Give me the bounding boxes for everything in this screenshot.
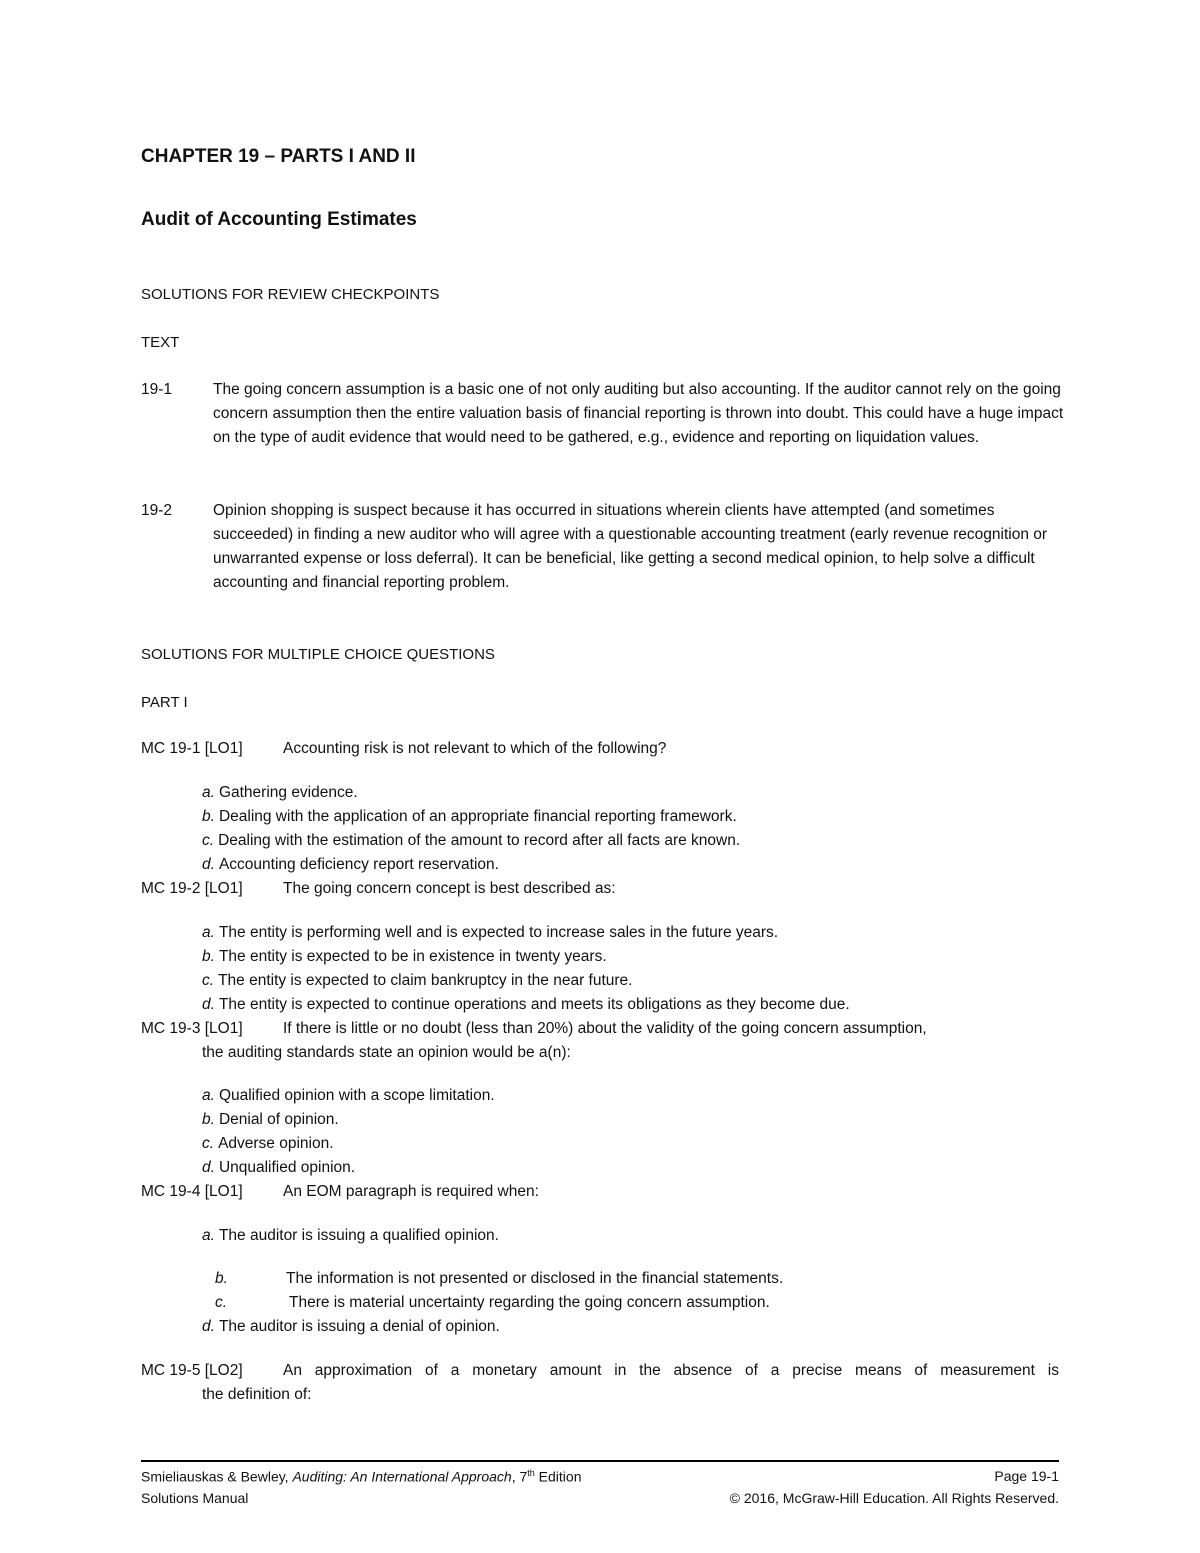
mc-question-label: MC 19-5 [LO2]	[141, 1362, 243, 1379]
option-letter: b.	[202, 948, 215, 965]
mc-option	[202, 1087, 495, 1105]
mc-question-text: If there is little or no doubt (less than 20%) about the validity of the going concern assumption,	[283, 1020, 927, 1037]
option-letter: d.	[202, 996, 215, 1013]
footer-edition: , 7	[511, 1468, 528, 1485]
option-letter: c.	[215, 1294, 228, 1311]
option-text: Denial of opinion.	[218, 1111, 339, 1128]
option-text: Adverse opinion.	[218, 1135, 334, 1152]
multiple-choice-heading: SOLUTIONS FOR MULTIPLE CHOICE QUESTIONS	[141, 646, 495, 663]
option-letter: d.	[202, 1159, 215, 1176]
option-text: The information is not presented or disclosed in the financial statements.	[286, 1270, 784, 1287]
mc-question-continuation: the definition of:	[202, 1386, 312, 1403]
mc-option	[202, 808, 737, 826]
option-letter: a.	[202, 1227, 215, 1244]
option-text: Accounting deficiency report reservation.	[218, 856, 499, 873]
mc-option	[202, 996, 850, 1014]
option-text: Dealing with the application of an appropriate financial reporting framework.	[218, 808, 737, 825]
mc-question-text: Accounting risk is not relevant to which of the following?	[283, 740, 667, 757]
mc-option	[215, 1294, 770, 1312]
mc-option	[202, 1227, 499, 1245]
option-text: The entity is performing well and is expected to increase sales in the future years.	[218, 924, 779, 941]
mc-question-text: An EOM paragraph is required when:	[283, 1183, 539, 1200]
part-heading: PART I	[141, 694, 188, 711]
mc-option	[202, 948, 607, 966]
option-text: There is material uncertainty regarding the going concern assumption.	[289, 1294, 770, 1311]
option-text: Unqualified opinion.	[218, 1159, 356, 1176]
footer-rule	[141, 1460, 1059, 1462]
review-item-text: Opinion shopping is suspect because it has occurred in situations wherein clients have attempted (and sometimes succeeded) in finding a new auditor who will agree with a questionable accounting treatment (early revenue recognition or unwarranted expense or loss deferral). It can be beneficial, like getting a second medical opinion, to help solve a difficult accounting and financial reporting problem.	[213, 502, 1048, 591]
mc-option	[202, 924, 778, 942]
mc-option	[202, 1135, 334, 1153]
option-text: The entity is expected to continue operations and meets its obligations as they become due.	[218, 996, 850, 1013]
chapter-subtitle: Audit of Accounting Estimates	[141, 209, 417, 230]
option-letter: c.	[202, 1135, 215, 1152]
option-text: Gathering evidence.	[218, 784, 358, 801]
option-letter: c.	[202, 972, 215, 989]
mc-option	[202, 856, 499, 874]
text-heading: TEXT	[141, 334, 180, 351]
mc-option	[202, 972, 632, 990]
mc-option	[202, 832, 740, 850]
review-checkpoints-heading: SOLUTIONS FOR REVIEW CHECKPOINTS	[141, 286, 440, 303]
option-letter: d.	[202, 856, 215, 873]
mc-question-continuation: the auditing standards state an opinion would be a(n):	[202, 1044, 571, 1061]
option-text: The entity is expected to claim bankruptcy in the near future.	[218, 972, 633, 989]
mc-question-label: MC 19-2 [LO1]	[141, 880, 243, 897]
mc-question-text: The going concern concept is best described as:	[283, 880, 616, 897]
option-text: Qualified opinion with a scope limitation.	[218, 1087, 495, 1104]
mc-option	[202, 784, 358, 802]
review-item-number: 19-2	[141, 502, 173, 519]
option-text: The auditor is issuing a denial of opinion.	[218, 1318, 500, 1335]
option-text: Dealing with the estimation of the amount to record after all facts are known.	[218, 832, 741, 849]
mc-question-text: An approximation of a monetary amount in the absence of a precise means of measurement is	[283, 1362, 1059, 1379]
mc-question-label: MC 19-4 [LO1]	[141, 1183, 243, 1200]
footer-book-title: Auditing: An International Approach	[292, 1468, 512, 1485]
option-text: The entity is expected to be in existence in twenty years.	[218, 948, 607, 965]
option-letter: b.	[202, 808, 215, 825]
option-text: The auditor is issuing a qualified opinion.	[218, 1227, 499, 1244]
option-letter: b.	[202, 1111, 215, 1128]
chapter-title: CHAPTER 19 – PARTS I AND II	[141, 146, 416, 167]
mc-option	[202, 1111, 339, 1129]
mc-question-label: MC 19-1 [LO1]	[141, 740, 243, 757]
option-letter: c.	[202, 832, 215, 849]
footer-copyright: © 2016, McGraw-Hill Education. All Rights Reserved.	[729, 1490, 1059, 1506]
option-letter: b.	[215, 1270, 228, 1287]
option-letter: a.	[202, 784, 215, 801]
footer-edition-word: Edition	[534, 1468, 582, 1485]
footer-edition-sup: th	[527, 1468, 535, 1478]
footer-manual: Solutions Manual	[141, 1490, 249, 1506]
mc-option	[215, 1270, 783, 1288]
review-item-text: The going concern assumption is a basic one of not only auditing but also accounting. If the auditor cannot rely on the going concern assumption then the entire valuation basis of financial reporting is thrown into doubt. This could have a huge impact on the type of audit evidence that would need to be gathered, e.g., evidence and reporting on liquidation values.	[213, 381, 1064, 446]
mc-question-label: MC 19-3 [LO1]	[141, 1020, 243, 1037]
option-letter: d.	[202, 1318, 215, 1335]
footer-citation	[141, 1468, 582, 1485]
mc-option	[202, 1159, 355, 1177]
footer-authors: Smieliauskas & Bewley,	[141, 1468, 293, 1485]
mc-option	[202, 1318, 500, 1336]
footer-page-number: Page 19-1	[994, 1468, 1059, 1484]
option-letter: a.	[202, 924, 215, 941]
review-item-number: 19-1	[141, 381, 173, 398]
option-letter: a.	[202, 1087, 215, 1104]
